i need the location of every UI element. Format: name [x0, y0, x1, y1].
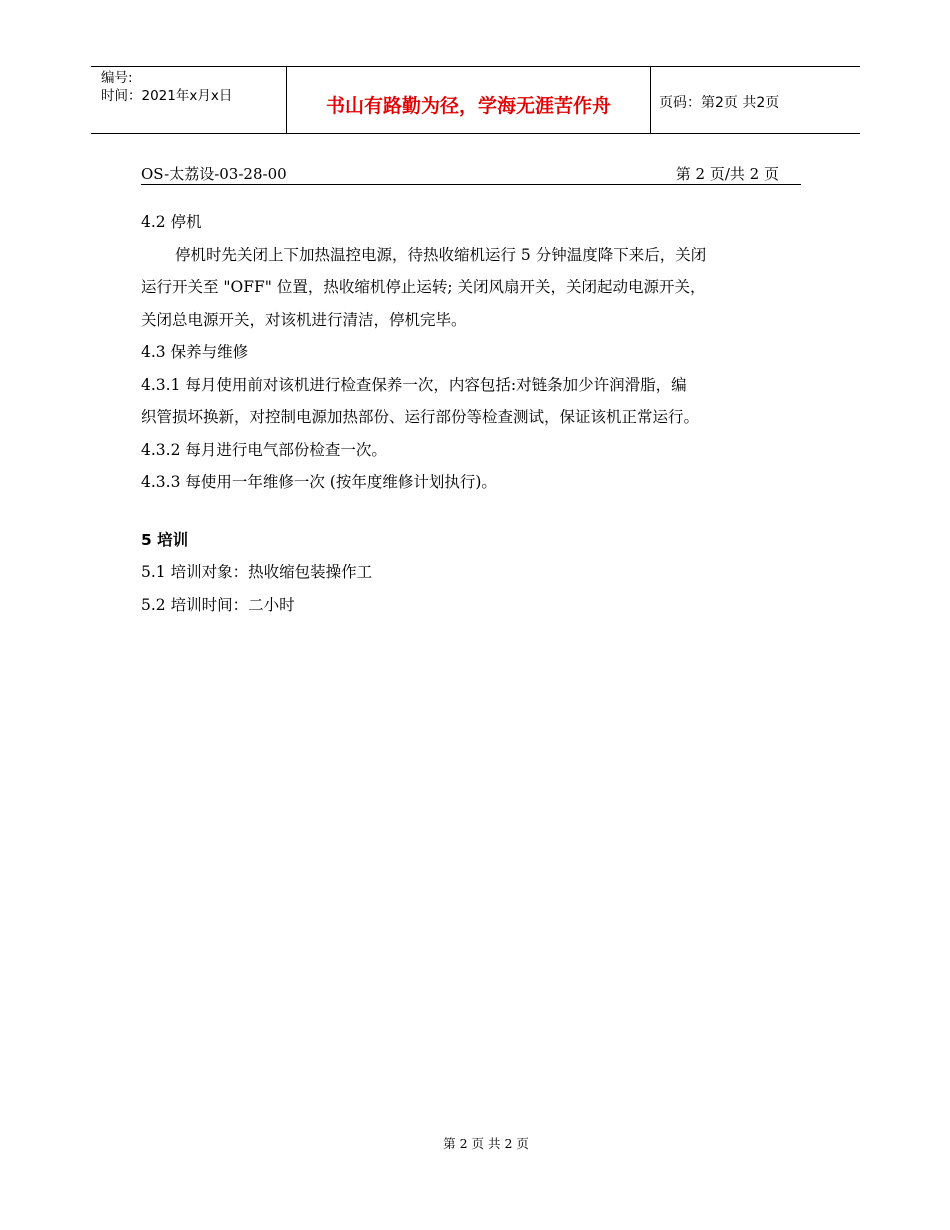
section-4-3-title: 4.3 保养与维修 [141, 343, 249, 361]
document-page-count: 第 2 页/共 2 页 [675, 165, 779, 183]
page-footer: 第 2 页 共 2 页 [443, 1136, 529, 1151]
document-code: OS-太荔设-03-28-00 [141, 165, 287, 183]
paragraph-line: 织管损坏换新，对控制电源加热部份、运行部份等检查测试，保证该机正常运行。 [141, 408, 700, 426]
document-code-line [141, 160, 801, 185]
paragraph-line: 4.3.1 每月使用前对该机进行检查保养一次，内容包括:对链条加少许润滑脂，编 [141, 375, 687, 394]
paragraph-line: 4.3.2 每月进行电气部份检查一次。 [141, 440, 387, 459]
paragraph-line: 4.3.3 每使用一年维修一次 (按年度维修计划执行)。 [141, 473, 497, 491]
paragraph-line: 停机时先关闭上下加热温控电源，待热收缩机运行 5 分钟温度降下来后，关闭 [175, 245, 707, 264]
header-page-info: 页码：第2页 共2页 [659, 95, 780, 111]
paragraph-line: 5.2 培训时间：二小时 [141, 595, 295, 614]
section-gap [141, 499, 809, 524]
section-5-title: 5 培训 [141, 530, 189, 549]
paragraph-line: 关闭总电源开关，对该机进行清洁，停机完毕。 [141, 310, 467, 329]
paragraph-line: 5.1 培训对象：热收缩包装操作工 [141, 563, 373, 581]
section-4-2-title: 4.2 停机 [141, 213, 202, 231]
header-motto: 书山有路勤为径，学海无涯苦作舟 [287, 67, 651, 133]
header-table [91, 66, 860, 134]
time-label: 时间：2021年x月x日 [101, 88, 233, 104]
paragraph-line: 运行开关至 "OFF" 位置，热收缩机停止运转; 关闭风扇开关，关闭起动电源开关， [141, 278, 706, 296]
number-label: 编号: [101, 70, 133, 86]
document-body [141, 206, 809, 621]
header-left-cell [91, 67, 287, 133]
